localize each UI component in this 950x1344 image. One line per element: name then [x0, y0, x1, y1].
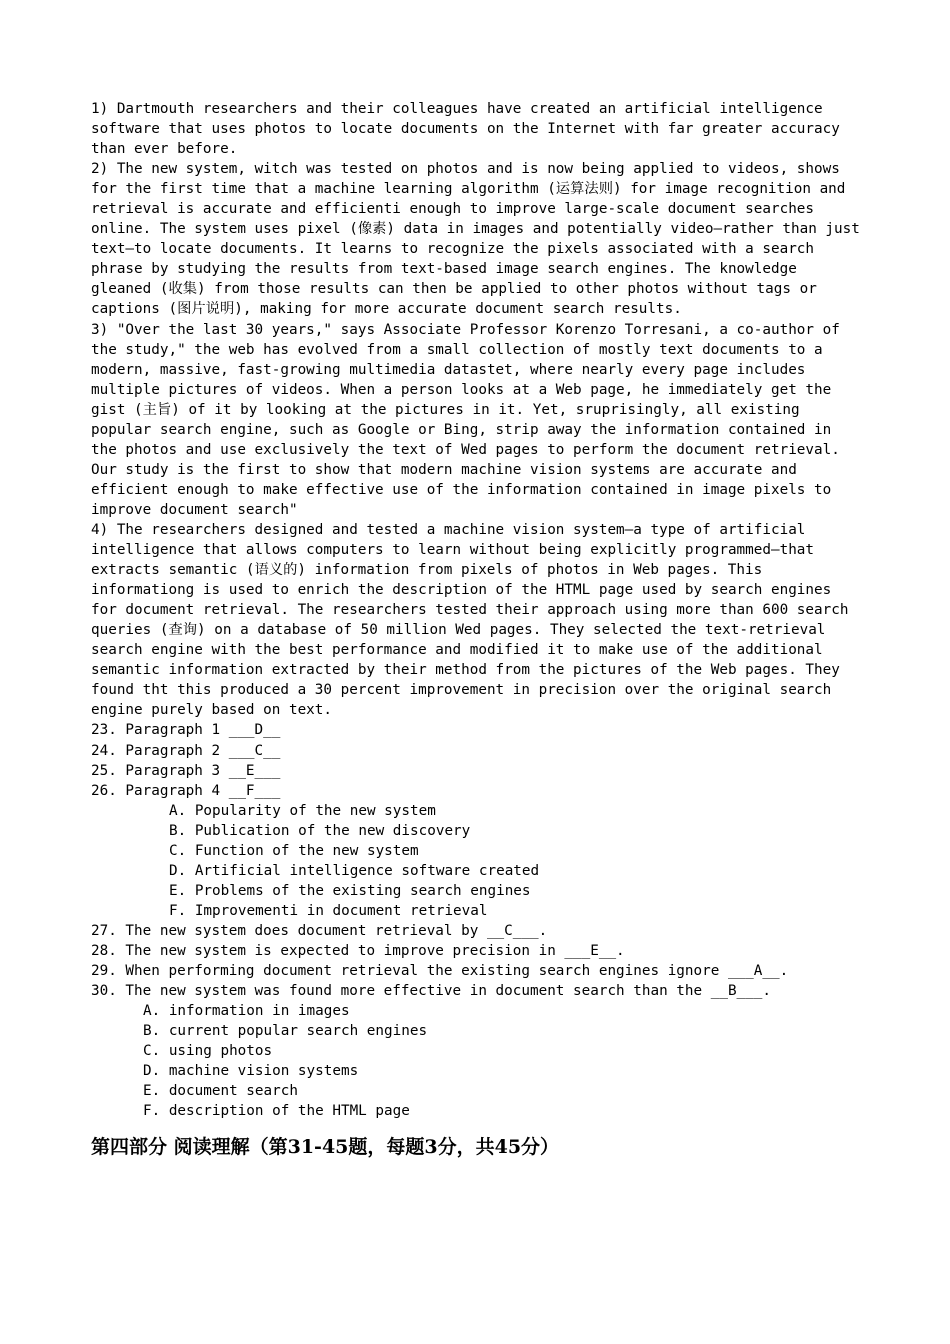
- question-26: 26. Paragraph 4 __F___: [91, 782, 281, 799]
- completion-option-d: D. machine vision systems: [143, 1063, 359, 1080]
- completion-option-f: F. description of the HTML page: [143, 1103, 410, 1120]
- completion-options: [91, 1001, 861, 1121]
- matching-option-f: F. Improvementi in document retrieval: [169, 902, 488, 919]
- question-23: 23. Paragraph 1 ___D__: [91, 722, 281, 739]
- paragraph-2: 2) The new system, witch was tested on photos and is now being applied to videos, shows for the first time that a machine learning algorithm (运算法则) for image recognition and retrieval is accurate and efficienti enough to improve large-scale document searches online. The system uses pixel (像素) data in images and potentially video—rather than just text—to locate documents. It learns to recognize the pixels associated with a search phrase by studying the results from text-based image search engines. The knowledge gleaned (收集) from those results can then be applied to other photos without tags or captions (图片说明), making for more accurate document search results.: [91, 161, 869, 318]
- matching-questions: [91, 720, 861, 800]
- section-heading: 第四部分 阅读理解（第31-45题，每题3分，共45分）: [91, 1136, 560, 1159]
- completion-option-e: E. document search: [143, 1083, 298, 1100]
- completion-option-c: C. using photos: [143, 1043, 273, 1060]
- matching-option-c: C. Function of the new system: [169, 842, 419, 859]
- matching-option-b: B. Publication of the new discovery: [169, 822, 471, 839]
- question-24: 24. Paragraph 2 ___C__: [91, 742, 281, 759]
- paragraph-1: 1) Dartmouth researchers and their colleagues have created an artificial intelligence software that uses photos to locate documents on the Internet with far greater accuracy than ever before.: [91, 101, 849, 158]
- question-29: 29. When performing document retrieval the existing search engines ignore ___A__.: [91, 963, 789, 980]
- paragraph-4: 4) The researchers designed and tested a machine vision system—a type of artificial intelligence that allows computers to learn without being explicitly programmed—that extracts semantic (语义的) information from pixels of photos in Web pages. This informationg is used to enrich the description of the HTML page used by search engines for document retrieval. The researchers tested their approach using more than 600 search queries (查询) on a database of 50 million Wed pages. They selected the text-retrieval search engine with the best performance and modified it to make use of the additional semantic information extracted by their method from the pictures of the Web pages. They found tht this produced a 30 percent improvement in precision over the original search engine purely based on text.: [91, 521, 858, 719]
- matching-options: [91, 801, 861, 921]
- matching-option-d: D. Artificial intelligence software created: [169, 862, 540, 879]
- completion-option-a: A. information in images: [143, 1003, 350, 1020]
- question-25: 25. Paragraph 3 __E___: [91, 762, 281, 779]
- question-27: 27. The new system does document retrieval by __C___.: [91, 922, 548, 939]
- question-30: 30. The new system was found more effective in document search than the __B___.: [91, 983, 771, 1000]
- question-28: 28. The new system is expected to improve precision in ___E__.: [91, 942, 625, 959]
- completion-questions: [91, 921, 861, 1001]
- completion-option-b: B. current popular search engines: [143, 1023, 428, 1040]
- paragraph-3: 3) "Over the last 30 years," says Associate Professor Korenzo Torresani, a co-author of the study," the web has evolved from a small collection of mostly text documents to a modern, massive, fast-growing multimedia datastet, where nearly every page includes multiple pictures of videos. When a person looks at a Web page, he immediately get the gist (主旨) of it by looking at the pictures in it. Yet, sruprisingly, all existing popular search engine, such as Google or Bing, strip away the information contained in the photos and use exclusively the text of Wed pages to perform the document retrieval. Our study is the first to show that modern machine vision systems are accurate and efficient enough to make effective use of the information contained in image pixels to improve document search": [91, 321, 849, 518]
- document-content: [91, 99, 869, 1160]
- matching-option-a: A. Popularity of the new system: [169, 802, 436, 819]
- matching-option-e: E. Problems of the existing search engines: [169, 882, 531, 899]
